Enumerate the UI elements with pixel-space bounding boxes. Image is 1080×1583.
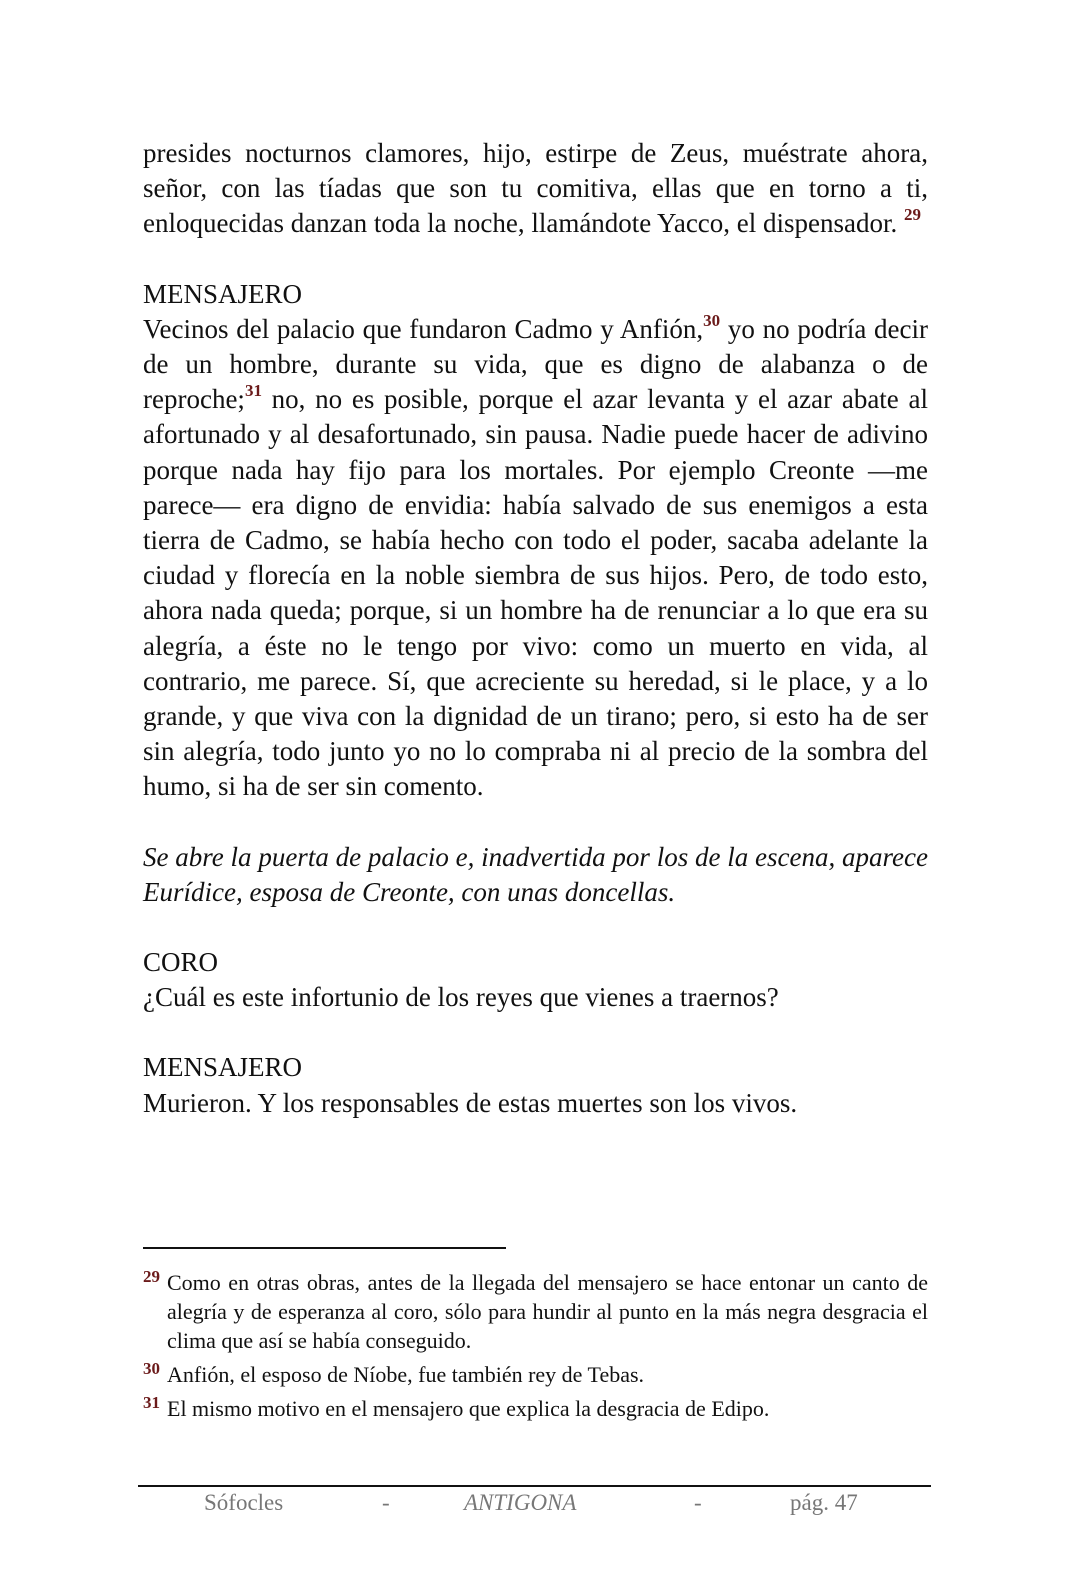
footnote-ref-29[interactable]: 29 — [904, 205, 922, 225]
footnote-ref-31[interactable]: 31 — [244, 381, 262, 401]
mensajero-speech-1 — [143, 312, 928, 805]
page-footer — [138, 1490, 931, 1522]
intro-text: presides nocturnos clamores, hijo, estirpe de Zeus, muéstrate ahora, señor, con las tíadas que son tu comitiva, ellas que en torno a ti, enloquecidas danzan toda la noche, llamándote Yacco, el dispensador. — [143, 138, 928, 239]
speech-part-1: Vecinos del palacio que fundaron Cadmo y Anfión, — [143, 313, 704, 344]
coro-speech: ¿Cuál es este infortunio de los reyes que vienes a traernos? — [143, 982, 779, 1013]
page-number: pág. 47 — [790, 1490, 858, 1515]
footnote-text: Anfión, el esposo de Níobe, fue también rey de Tebas. — [167, 1362, 645, 1387]
footnote-text: El mismo motivo en el mensajero que explica la desgracia de Edipo. — [167, 1396, 770, 1421]
speech-part-2: yo no podría decir de un hombre, durante su vida, que es digno de alabanza o de reproche; — [143, 313, 928, 415]
speech-part-3: no, no es posible, porque el azar levanta y el azar abate al afortunado y al desafortunado, sin pausa. Nadie puede hacer de adivino porque nada hay fijo para los mortales. Por ejemplo Creonte —me parece— era digno de envidia: había salvado de sus enemigos a esta tierra de Cadmo, se había hecho con todo el poder, sacaba adelante la ciudad y florecía en la noble siembra de sus hijos. Pero, de todo esto, ahora nada queda; porque, si un hombre ha de renunciar a lo que era su alegría, a éste no le tengo por vivo: como un muerto en vida, al contrario, me parece. Sí, que acreciente su heredad, si le place, y a lo grande, y que viva con la dignidad de un tirano; pero, si esto ha de ser sin alegría, todo junto yo no lo compraba ni al precio de la sombra del humo, si ha de ser sin comento. — [143, 384, 928, 802]
footnote-29 — [143, 1268, 928, 1355]
footnotes — [143, 1268, 928, 1428]
footnote-divider — [143, 1247, 506, 1249]
footnote-number: 30 — [143, 1359, 160, 1378]
footer-separator: - — [382, 1490, 390, 1515]
stage-direction: Se abre la puerta de palacio e, inadvertida por los de la escena, aparece Eurídice, esposa de Creonte, con unas doncellas. — [143, 841, 928, 907]
speaker-coro: CORO — [143, 947, 219, 978]
footnote-30 — [143, 1360, 928, 1389]
speaker-mensajero-2: MENSAJERO — [143, 1052, 303, 1083]
footer-author: Sófocles — [204, 1490, 284, 1515]
intro-paragraph — [143, 136, 928, 242]
page-body — [143, 136, 928, 1121]
footnote-31 — [143, 1394, 928, 1423]
footer-divider — [138, 1485, 931, 1487]
footnote-number: 29 — [143, 1267, 160, 1286]
footnote-ref-30[interactable]: 30 — [703, 310, 721, 330]
footer-title: ANTIGONA — [464, 1490, 577, 1515]
footer-separator: - — [694, 1490, 702, 1515]
footnote-text: Como en otras obras, antes de la llegada del mensajero se hace entonar un canto de alegría y de esperanza al coro, sólo para hundir al punto en la más negra desgracia el clima que así se había conseguido. — [167, 1270, 928, 1353]
mensajero-speech-2: Murieron. Y los responsables de estas muertes son los vivos. — [143, 1087, 798, 1118]
speaker-mensajero-1: MENSAJERO — [143, 278, 303, 309]
footnote-number: 31 — [143, 1393, 160, 1412]
